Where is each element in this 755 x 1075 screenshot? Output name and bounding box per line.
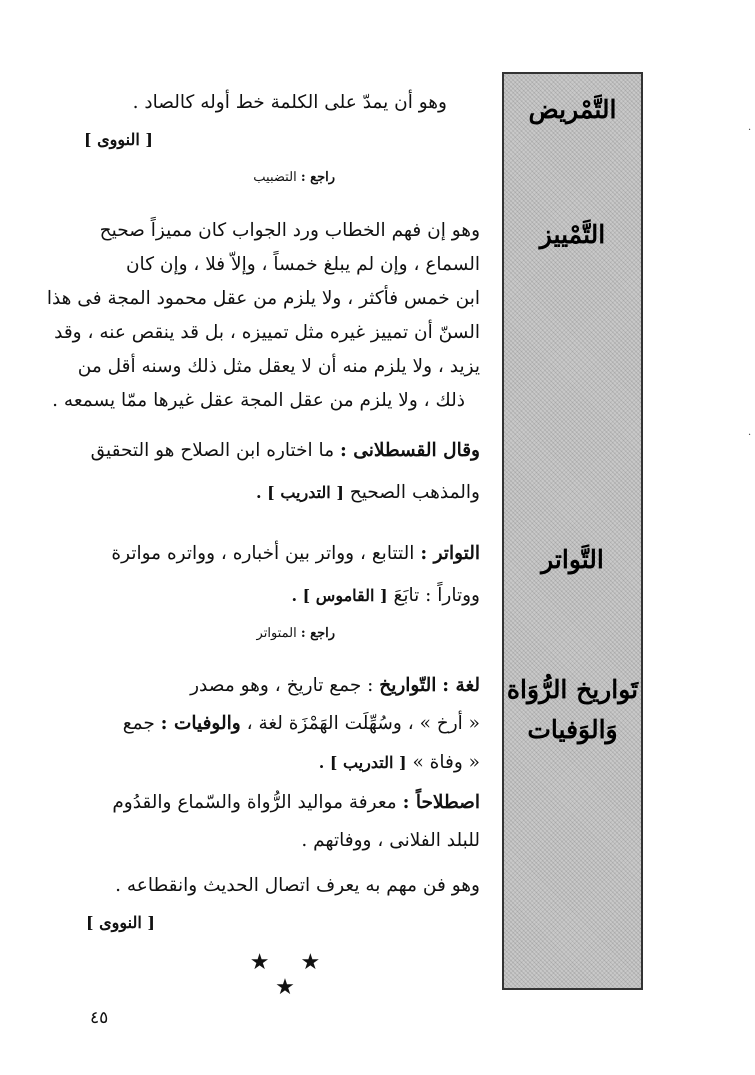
qastallani-label: وقال القسطلانى :	[340, 440, 480, 461]
tawatur-see-also	[257, 626, 335, 641]
term-tawarikh-ruwat: تَواريخ الرُّوَاة	[506, 675, 639, 704]
qastallani-line-2	[256, 482, 480, 503]
tamrid-see-also	[253, 170, 335, 185]
tamrid-definition: وهو أن يمدّ على الكلمة خط أوله كالصاد .	[132, 92, 447, 113]
see-label: راجع :	[300, 170, 335, 185]
line2-a: « أرخ » ، وسُهِّلَت الهَمْزَة لغة ،	[246, 713, 480, 734]
tawatur-text: التتابع ، وواتر بين أخباره ، وواتره مواترة	[111, 543, 415, 564]
line2-b: والوفيات :	[160, 713, 241, 734]
section-end-stars: ★ ★ ★	[249, 950, 333, 1000]
see-ref: المتواتر	[256, 626, 297, 641]
margin-dot: ·	[748, 430, 752, 441]
tawarikh-line-2	[123, 713, 480, 734]
tawatur-source: [ القاموس ] .	[291, 586, 388, 605]
tawarikh-line-3	[319, 752, 480, 773]
lugha-label: لغة :	[442, 675, 480, 696]
see-label: راجع :	[300, 626, 335, 641]
qastallani-quote	[91, 440, 480, 461]
tawatur-cont: ووتاراً : تابَعَ	[393, 585, 480, 606]
tamrid-source: [ النووى ]	[84, 130, 153, 149]
qastallani-text: ما اختاره ابن الصلاح هو التحقيق	[90, 440, 335, 461]
tawarikh-last-line: وهو فن مهم به يعرف اتصال الحديث وانقطاعه .	[115, 875, 480, 896]
tamyiz-line-3: ابن خمس فأكثر ، ولا يلزم من عقل محمود المجة فى هذا	[46, 288, 480, 309]
tamyiz-source: [ التدريب ] .	[256, 483, 344, 502]
tawarikh-source-2: [ النووى ]	[86, 913, 155, 932]
term-tawatur: التَّواتر	[541, 545, 604, 574]
line3-wafah: « وفاة »	[412, 752, 480, 773]
istilah-line-2: للبلد الفلانى ، ووفاتهم .	[301, 830, 480, 851]
term-tamrid: التَّمْريض	[528, 95, 617, 124]
tawatur-definition	[111, 543, 480, 564]
tamyiz-line-1: وهو إن فهم الخطاب ورد الجواب كان مميزاً صحيح	[99, 220, 480, 241]
qastallani-cont: والمذهب الصحيح	[349, 482, 480, 503]
tamyiz-line-4: السنّ أن تمييز غيره مثل تمييزه ، بل قد ينقص عنه ، وقد	[54, 322, 480, 343]
tamyiz-line-6: ذلك ، ولا يلزم من عقل المجة عقل غيرها ممّا يسمعه .	[52, 390, 465, 411]
tamyiz-line-2: السماع ، وإن لم يبلغ خمساً ، وإلاّ فلا ، وإن كان	[125, 254, 480, 275]
margin-dot: ·	[748, 125, 752, 136]
istilah-label: اصطلاحاً :	[402, 792, 480, 813]
term-wafayat: وَالوَفيات	[527, 715, 618, 744]
terms-sidebar	[502, 72, 643, 990]
page-number: ٤٥	[90, 1008, 109, 1028]
line2-c: جمع	[122, 713, 155, 734]
tawarikh-lugha	[190, 675, 480, 696]
tawarikh-source-1: [ التدريب ] .	[318, 753, 407, 772]
tawatur-line-2	[292, 585, 480, 606]
see-ref: التضبيب	[253, 170, 297, 185]
tamyiz-line-5: يزيد ، ولا يلزم منه أن لا يعقل مثل ذلك وسنه أقل من	[77, 356, 480, 377]
term-tamyiz: التَّمْييز	[539, 220, 606, 249]
tawarikh-istilah	[112, 792, 480, 813]
istilah-text: معرفة مواليد الرُّواة والسّماع والقدُوم	[112, 792, 397, 813]
lugha-text: : جمع تاريخ ، وهو مصدر	[190, 675, 374, 696]
lugha-term: التّواريخ	[379, 675, 437, 696]
tawatur-label: التواتر :	[420, 543, 480, 564]
